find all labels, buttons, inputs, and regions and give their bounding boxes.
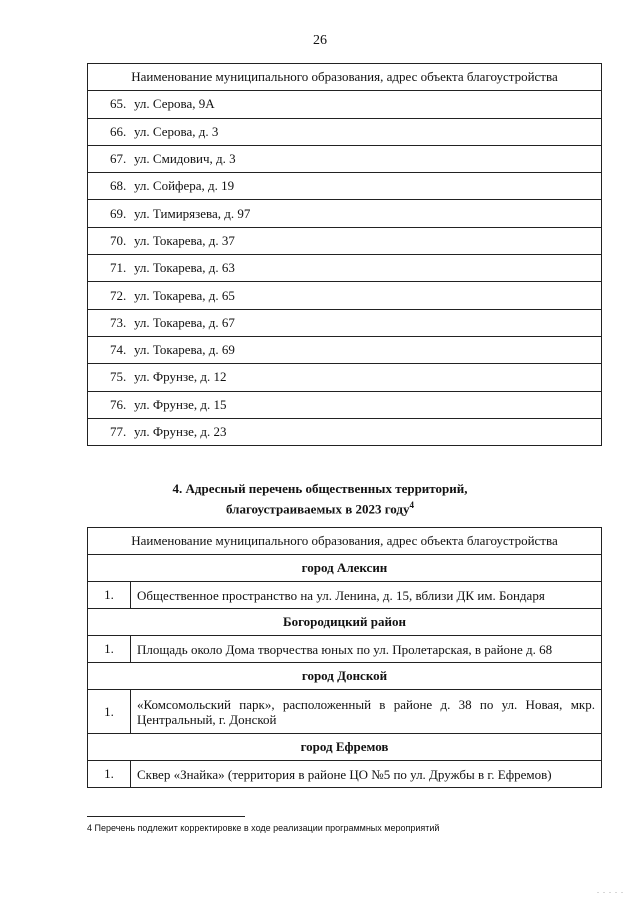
table-body (88, 91, 602, 446)
row-number: 74. (110, 342, 127, 358)
group-header-row (88, 734, 602, 761)
table-row (88, 636, 602, 663)
address-cell (88, 418, 602, 445)
table-header-row (88, 64, 602, 91)
row-number: 68. (110, 178, 127, 194)
row-number: 71. (110, 260, 127, 276)
address-cell (88, 309, 602, 336)
row-address: ул. Фрунзе, д. 12 (134, 369, 227, 385)
table-header-cell: Наименование муниципального образования, адрес объекта благоустройства (88, 528, 602, 555)
group-header-row (88, 609, 602, 636)
address-cell (88, 255, 602, 282)
table-row (88, 761, 602, 788)
row-address: ул. Сойфера, д. 19 (134, 178, 235, 194)
table-row (88, 145, 602, 172)
group-header-row (88, 555, 602, 582)
group-name: город Ефремов (88, 734, 602, 761)
table-row (88, 282, 602, 309)
territory-description: Площадь около Дома творчества юных по ул. Пролетарская, в районе д. 68 (131, 636, 602, 663)
footnote: 4 Перечень подлежит корректировке в ходе реализации программных мероприятий (87, 823, 440, 833)
address-cell (88, 91, 602, 118)
row-number: 1. (88, 636, 131, 663)
territory-description: «Комсомольский парк», расположенный в районе д. 38 по ул. Новая, мкр. Центральный, г. Донской (131, 690, 602, 734)
table-row (88, 418, 602, 445)
address-cell (88, 282, 602, 309)
row-number: 69. (110, 205, 127, 221)
group-header-row (88, 663, 602, 690)
group-name: город Донской (88, 663, 602, 690)
table-row (88, 391, 602, 418)
group-name: Богородицкий район (88, 609, 602, 636)
address-cell (88, 391, 602, 418)
row-address: ул. Серова, 9А (134, 96, 215, 112)
row-address: ул. Токарева, д. 65 (134, 287, 235, 303)
row-address: ул. Токарева, д. 63 (134, 260, 235, 276)
row-number: 77. (110, 424, 127, 439)
scan-artifact-dots: . . . . . (597, 886, 624, 895)
table-row (88, 364, 602, 391)
address-cell (88, 200, 602, 227)
table-header-cell: Наименование муниципального образования, адрес объекта благоустройства (88, 64, 602, 91)
section-title-line-1: 4. Адресный перечень общественных территорий, (172, 481, 468, 496)
address-cell (88, 118, 602, 145)
row-number: 76. (110, 396, 127, 412)
row-number: 72. (110, 287, 127, 303)
table-row (88, 227, 602, 254)
row-number: 67. (110, 151, 127, 167)
territory-description: Общественное пространство на ул. Ленина, д. 15, вблизи ДК им. Бондаря (131, 582, 602, 609)
footnote-ref: 4 (409, 500, 415, 510)
row-number: 1. (88, 582, 131, 609)
table-row (88, 200, 602, 227)
row-address: ул. Фрунзе, д. 15 (134, 396, 227, 412)
address-cell (88, 173, 602, 200)
table-row (88, 118, 602, 145)
address-table-continued (87, 63, 602, 446)
table-row (88, 336, 602, 363)
row-number: 1. (88, 761, 131, 788)
row-number: 1. (88, 690, 131, 734)
footnote-divider (87, 816, 245, 817)
table-body (88, 555, 602, 788)
row-address: ул. Тимирязева, д. 97 (134, 205, 251, 221)
row-number: 75. (110, 369, 127, 385)
group-name: город Алексин (88, 555, 602, 582)
address-cell (88, 227, 602, 254)
row-number: 65. (110, 96, 127, 112)
row-number: 73. (110, 314, 127, 330)
table-row (88, 91, 602, 118)
address-cell (88, 336, 602, 363)
page-number: 26 (313, 33, 327, 48)
row-address: ул. Токарева, д. 69 (134, 342, 235, 358)
row-number: 70. (110, 232, 127, 248)
table-row (88, 582, 602, 609)
table-row (88, 255, 602, 282)
table-row (88, 690, 602, 734)
row-address: ул. Фрунзе, д. 23 (134, 424, 227, 439)
public-territories-table (87, 527, 602, 788)
row-number: 66. (110, 123, 127, 139)
territory-description: Сквер «Знайка» (территория в районе ЦО №5 по ул. Дружбы в г. Ефремов) (131, 761, 602, 788)
row-address: ул. Смидович, д. 3 (134, 151, 236, 167)
table-row (88, 309, 602, 336)
row-address: ул. Токарева, д. 37 (134, 232, 235, 248)
table-header-row (88, 528, 602, 555)
row-address: ул. Токарева, д. 67 (134, 314, 235, 330)
address-cell (88, 145, 602, 172)
section-title-line-2 (0, 497, 640, 517)
row-address: ул. Серова, д. 3 (134, 123, 219, 139)
address-cell (88, 364, 602, 391)
table-row (88, 173, 602, 200)
section-title-line-2-text: благоустраиваемых в 2023 году (225, 501, 410, 517)
section-title (0, 480, 640, 517)
